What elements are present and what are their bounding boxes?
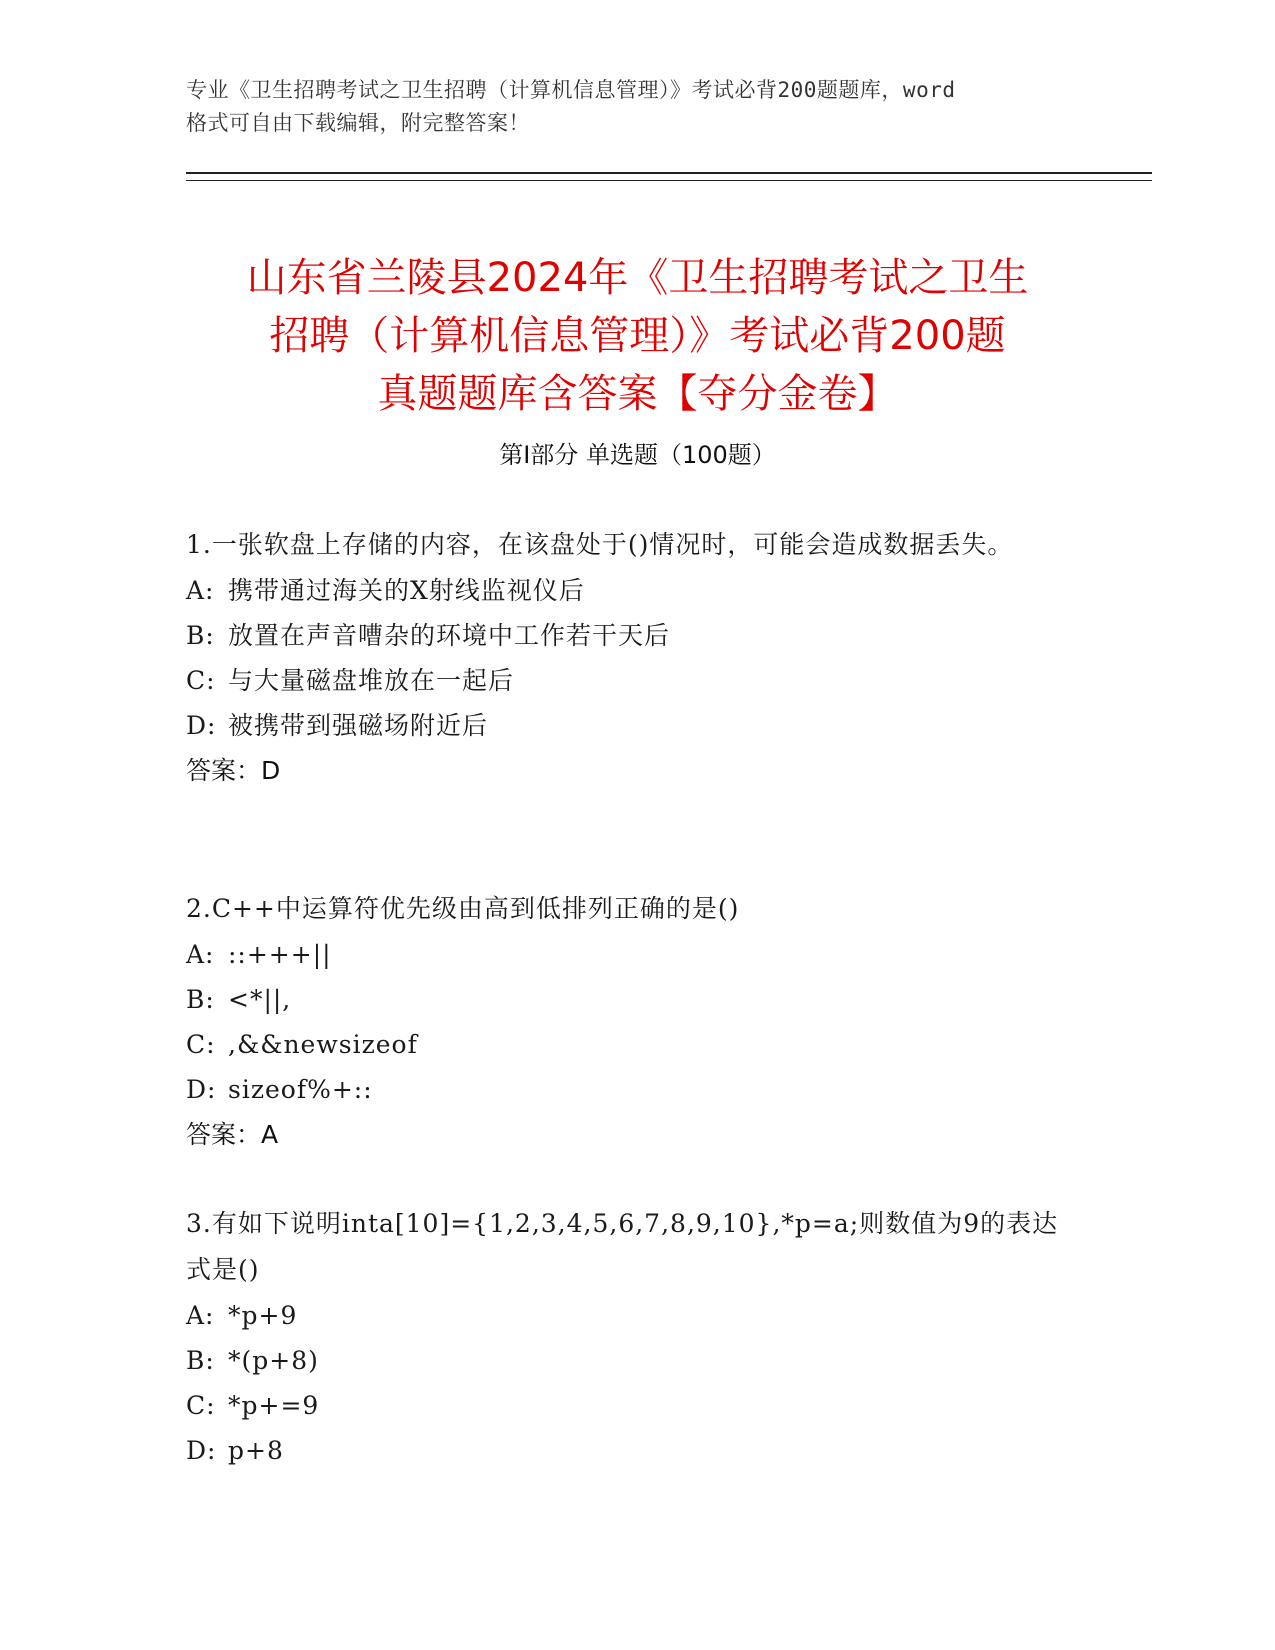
option-d [186, 1428, 1076, 1473]
question-3 [186, 1201, 1076, 1473]
option-text: ::+++|| [228, 940, 332, 969]
option-c [186, 658, 1076, 703]
header-note-line-1: 专业《卫生招聘考试之卫生招聘（计算机信息管理）》考试必背200题题库，word [186, 78, 956, 102]
option-c [186, 1383, 1076, 1428]
option-c [186, 1022, 1076, 1067]
option-d [186, 1067, 1076, 1112]
option-text: 携带通过海关的X射线监视仪后 [228, 576, 585, 605]
title-line-1: 山东省兰陵县2024年《卫生招聘考试之卫生 [246, 254, 1029, 301]
title-line-3: 真题题库含答案【夺分金卷】 [377, 370, 898, 417]
answer-line: 答案：A [186, 1120, 279, 1149]
option-key: B: [186, 985, 215, 1014]
option-b [186, 613, 1076, 658]
option-key: C: [186, 1030, 216, 1059]
question-stem: 2.C++中运算符优先级由高到低排列正确的是() [186, 894, 740, 923]
title-line-2: 招聘（计算机信息管理）》考试必背200题 [269, 312, 1006, 359]
option-text: *p+9 [228, 1301, 298, 1330]
option-text: 与大量磁盘堆放在一起后 [228, 666, 515, 695]
option-key: B: [186, 1346, 215, 1375]
option-a [186, 1293, 1076, 1338]
option-key: B: [186, 621, 215, 650]
option-key: A: [186, 1301, 215, 1330]
option-key: C: [186, 666, 216, 695]
option-a [186, 932, 1076, 977]
option-a [186, 568, 1076, 613]
option-text: *(p+8) [228, 1346, 319, 1375]
question-stem: 3.有如下说明inta[10]={1,2,3,4,5,6,7,8,9,10},*p=a;则数值为9的表达式是() [186, 1209, 1059, 1284]
option-text: ,&&newsizeof [228, 1030, 418, 1059]
option-key: D: [186, 1436, 217, 1465]
option-key: A: [186, 940, 215, 969]
question-stem: 1.一张软盘上存储的内容，在该盘处于()情况时，可能会造成数据丢失。 [186, 530, 1014, 559]
option-text: 被携带到强磁场附近后 [228, 711, 489, 740]
option-key: D: [186, 711, 217, 740]
header-note-line-2: 格式可自由下载编辑，附完整答案！ [186, 111, 530, 135]
option-key: C: [186, 1391, 216, 1420]
option-d [186, 703, 1076, 748]
header-rule-thick [186, 172, 1152, 174]
section-heading: 第Ⅰ部分 单选题（100题） [499, 441, 776, 469]
option-key: D: [186, 1075, 217, 1104]
option-key: A: [186, 576, 215, 605]
option-text: *p+=9 [228, 1391, 320, 1420]
option-text: p+8 [228, 1436, 284, 1465]
option-text: 放置在声音嘈杂的环境中工作若干天后 [228, 621, 671, 650]
option-b [186, 1338, 1076, 1383]
document-title [150, 249, 1125, 423]
answer-line: 答案：D [186, 756, 281, 785]
header-note [186, 74, 1086, 140]
option-text: <*||, [228, 985, 292, 1014]
option-b [186, 977, 1076, 1022]
header-rule-thin [186, 180, 1152, 181]
question-1 [186, 522, 1076, 794]
question-2 [186, 886, 1076, 1158]
option-text: sizeof%+:: [228, 1075, 373, 1104]
